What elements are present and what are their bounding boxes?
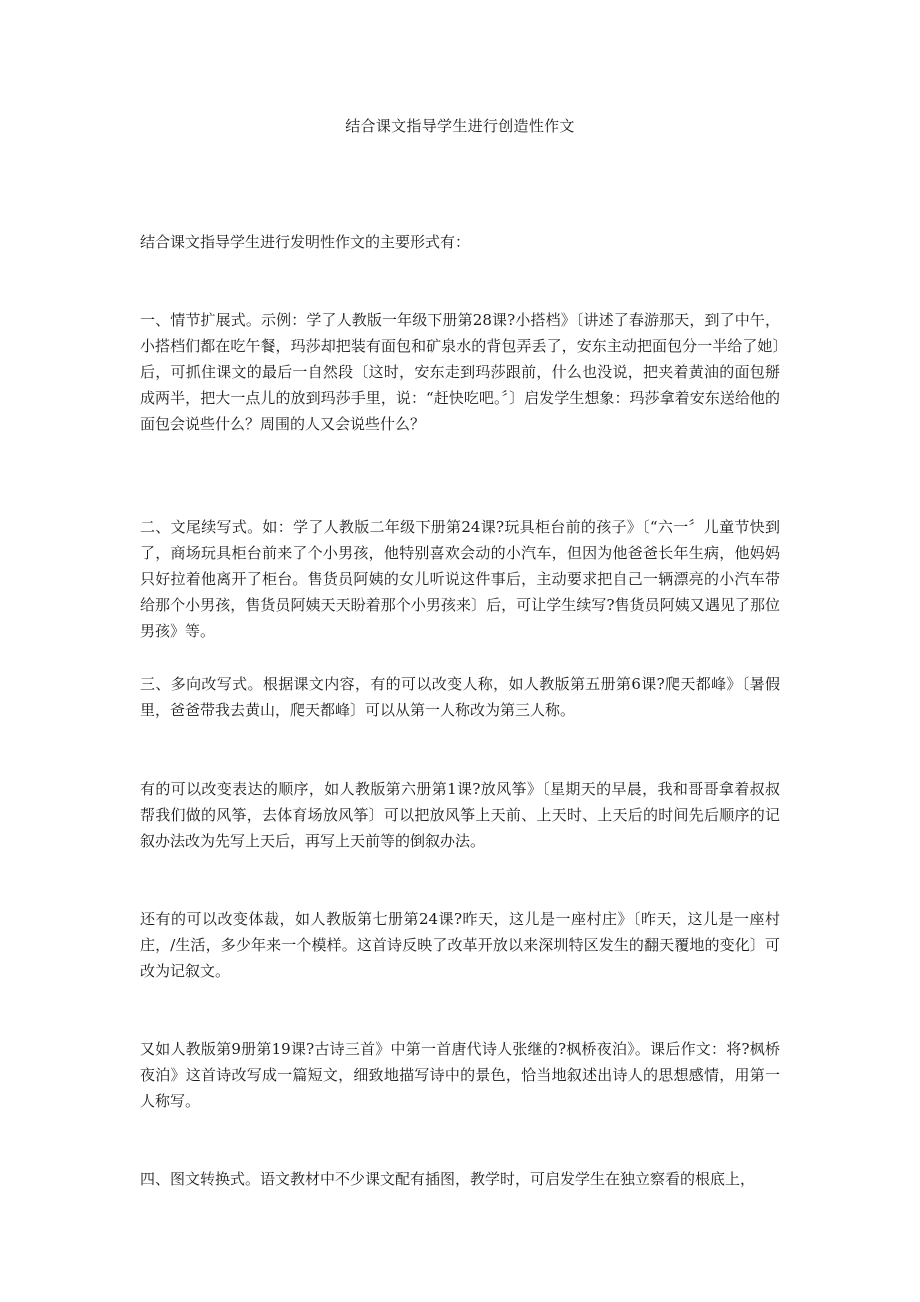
paragraph-plot-extension: 一、情节扩展式。示例：学了人教版一年级下册第28课?小搭档》〔讲述了春游那天，到了中午，小搭档们都在吃午餐，玛莎却把装有面包和矿泉水的背包弄丢了，安东主动把面包分一半给了她〕后，可抓住课文的最后一自然段〔这时，安东走到玛莎跟前，什么也没说，把夹着黄油的面包掰成两半，把大一点儿的放到玛莎手里，说：“赶快吃吧。〞〕启发学生想象：玛莎拿着安东送给他的面包会说些什么？周围的人又会说些什么？ bbox=[140, 311, 780, 433]
paragraph-order-change: 有的可以改变表达的顺序，如人教版第六册第1课?放风筝》〔星期天的早晨，我和哥哥拿着叔叔帮我们做的风筝，去体育场放风筝〕可以把放风筝上天前、上天时、上天后的时间先后顺序的记叙办法改为先写上天后，再写上天前等的倒叙办法。 bbox=[140, 780, 780, 850]
paragraph-genre-change: 还有的可以改变体裁，如人教版第七册第24课?昨天，这儿是一座村庄》〔昨天，这儿是一座村庄，/生活，多少年来一个模样。这首诗反映了改革开放以来深圳特区发生的翻天覆地的变化〕可改为记叙文。 bbox=[140, 910, 780, 980]
intro-paragraph: 结合课文指导学生进行发明性作文的主要形式有： bbox=[140, 233, 471, 251]
paragraph-multi-rewrite: 三、多向改写式。根据课文内容，有的可以改变人称，如人教版第五册第6课?爬天都峰》〔暑假里，爸爸带我去黄山，爬天都峰〕可以从第一人称改为第三人称。 bbox=[140, 675, 780, 719]
paragraph-ending-continuation: 二、文尾续写式。如：学了人教版二年级下册第24课?玩具柜台前的孩子》〔“六一〞儿童节快到了，商场玩具柜台前来了个小男孩，他特别喜欢会动的小汽车，但因为他爸爸长年生病，他妈妈只好拉着他离开了柜台。售货员阿姨的女儿听说这件事后，主动要求把自己一辆漂亮的小汽车带给那个小男孩，售货员阿姨天天盼着那个小男孩来〕后，可让学生续写?售货员阿姨又遇见了那位男孩》等。 bbox=[140, 518, 780, 640]
document-title: 结合课文指导学生进行创造性作文 bbox=[345, 117, 575, 135]
paragraph-image-text: 四、图文转换式。语文教材中不少课文配有插图，教学时，可启发学生在独立察看的根底上， bbox=[140, 1170, 756, 1188]
paragraph-poem-rewrite: 又如人教版第9册第19课?古诗三首》中第一首唐代诗人张继的?枫桥夜泊》。课后作文：将?枫桥夜泊》这首诗改写成一篇短文，细致地描写诗中的景色，恰当地叙述出诗人的思想感情，用第一人称写。 bbox=[140, 1040, 780, 1110]
